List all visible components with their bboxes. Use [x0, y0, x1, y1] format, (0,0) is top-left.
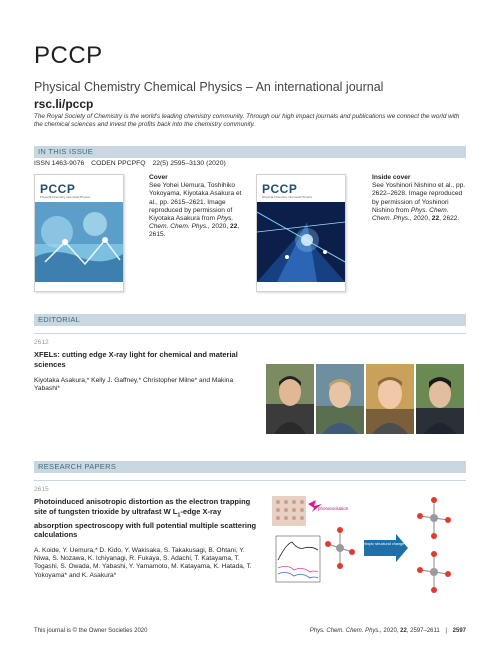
inside-cover-logo: PCCP — [262, 182, 298, 196]
footer-volume: 22 — [400, 628, 407, 634]
inside-cover-year: 2020, — [413, 215, 430, 223]
research-title-part: Photoinduced anisotropic distortion as the electron trapping site of tungsten trioxide by ultrafast W L — [34, 497, 251, 516]
author-photo — [266, 364, 314, 434]
editorial-page: 2612 — [34, 339, 49, 346]
divider — [34, 333, 466, 334]
research-title[interactable] — [34, 497, 259, 540]
editorial-authors: Kiyotaka Asakura,* Kelly J. Gaffney,* Christopher Milne* and Makina Yabashi* — [34, 377, 234, 393]
research-title-part: -edge X-ray absorption spectroscopy with full potential multiple scattering calculations — [34, 506, 257, 539]
octahedron-bottom — [417, 551, 451, 593]
journal-title: PCCP — [34, 42, 103, 69]
coden: CODEN PPCPFQ — [91, 160, 146, 167]
cover-vol: 22 — [230, 223, 238, 231]
editorial-heading: EDITORIAL — [34, 314, 466, 326]
footer-pages: , 2597–2611 — [406, 628, 440, 634]
inside-cover-logo-sub: Physical Chemistry Chemical Physics — [262, 195, 313, 199]
author-photo — [316, 364, 364, 434]
inside-cover-page: , 2622. — [439, 215, 460, 223]
footer-year: 2020, — [381, 628, 401, 634]
author-photo — [366, 364, 414, 434]
cover-journal-ref: Phys. Chem. Chem. Phys., — [149, 215, 234, 231]
rsc-blurb: The Royal Society of Chemistry is the world's leading chemistry community. Through our high impact journals and publications we connect the world with the chemical sciences and invest the profits back into the chemistry community. — [34, 113, 460, 128]
footer-journal: Phys. Chem. Chem. Phys., — [309, 628, 382, 634]
photoexcitation-label: photoexcitation — [318, 506, 349, 511]
cover-page: , 2615. — [149, 223, 240, 239]
arrow-graphic — [356, 534, 408, 562]
cover-image[interactable] — [34, 174, 124, 292]
divider — [34, 480, 466, 481]
cover-year: 2020, — [211, 223, 229, 231]
research-page: 2615 — [34, 486, 49, 493]
journal-subtitle: Physical Chemistry Chemical Physics – An international journal — [34, 80, 384, 94]
footer-separator: | — [445, 628, 447, 634]
issn: ISSN 1463-9076 — [34, 160, 85, 167]
cover-logo: PCCP — [40, 182, 76, 196]
author-photo — [416, 364, 464, 434]
cover-logo-sub: Physical Chemistry Chemical Physics — [40, 195, 91, 199]
volume-info: 22(5) 2595–3130 (2020) — [152, 160, 226, 167]
inside-cover-label: Inside cover — [372, 174, 411, 181]
issn-line — [34, 160, 231, 167]
editorial-title[interactable]: XFELs: cutting edge X-ray light for chemical and material sciences — [34, 350, 238, 369]
arrow-label: anisotropic structural change — [355, 542, 405, 546]
inside-cover-artwork — [257, 202, 345, 282]
inside-cover-image[interactable] — [256, 174, 346, 292]
octahedron-top — [417, 497, 451, 539]
research-graphic — [268, 494, 466, 600]
inside-cover-caption — [372, 174, 468, 223]
journal-url[interactable]: rsc.li/pccp — [34, 97, 94, 111]
research-title-subscript: 1 — [177, 512, 181, 518]
cover-label: Cover — [149, 174, 168, 181]
inside-cover-text: See Yoshinori Nishino et al., pp. 2622–2628. Image reproduced by permission of Yoshinori Nishino from — [372, 182, 466, 214]
editorial-photos — [266, 364, 466, 434]
footer-copyright: This journal is © the Owner Societies 2020 — [34, 628, 148, 634]
in-this-issue-heading: IN THIS ISSUE — [34, 146, 466, 158]
research-authors: A. Koide, Y. Uemura,* D. Kido, Y. Wakisaka, S. Takakusagi, B. Ohtani, Y. Niwa, S. Nozawa, K. Ichiyanagi, R. Fukaya, S. Adachi, T. Katayama, T. Togashi, S. Owada, M. Yabashi, Y. Yamamoto, M. Katayama, K. Hatada, T. Yokoyama* and K. Asakura* — [34, 547, 252, 579]
footer-citation — [310, 628, 466, 634]
research-papers-heading: RESEARCH PAPERS — [34, 461, 466, 473]
crystal-lattice-graphic — [272, 496, 306, 526]
octahedron-left — [325, 527, 355, 569]
cover-artwork — [35, 202, 123, 282]
cover-caption — [149, 174, 249, 240]
spectrum-plot — [276, 536, 320, 582]
footer-page-number: 2597 — [452, 628, 466, 634]
cover-text: See Yohei Uemura, Toshihiko Yokoyama, Kiyotaka Asakura et al., pp. 2615–2621. Image reproduced by permission of Kiyotaka Asakura from — [149, 182, 242, 223]
inside-cover-journal-ref: Phys. Chem. Chem. Phys., — [372, 206, 449, 223]
inside-cover-vol: 22 — [431, 215, 440, 223]
